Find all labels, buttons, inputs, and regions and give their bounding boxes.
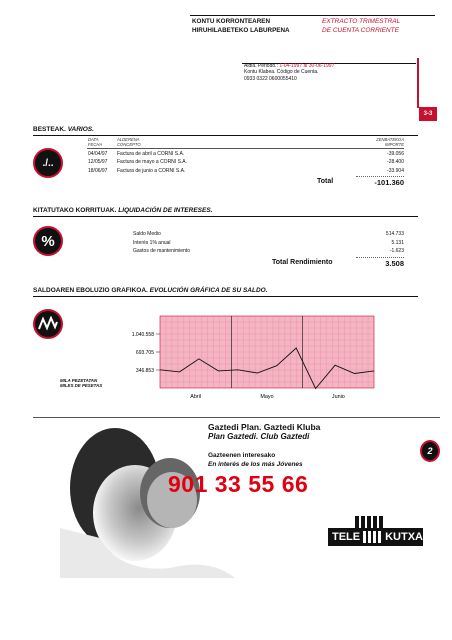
table-row <box>88 150 404 158</box>
telekutxa-logo <box>328 528 423 546</box>
promo-line2: En interés de los más Jóvenes <box>208 461 303 468</box>
row-concept: Factura de abril a CORNI S.A. <box>117 151 185 157</box>
section-title-italic: LIQUIDACIÓN DE INTERESES. <box>118 207 213 214</box>
account-code-label: Kontu Klabea. Código de Cuenta. <box>244 69 319 76</box>
table-row <box>88 158 404 166</box>
col-amount-eu: ZENBATEKOA <box>376 137 404 142</box>
row-value: 514.733 <box>385 231 404 237</box>
promo-photo <box>60 418 240 578</box>
logo-grid-icon <box>363 531 382 543</box>
x-tick-label: Mayo <box>260 394 274 400</box>
section-rule <box>33 216 418 217</box>
chart-unit-eu: MILA PEZETATAN <box>60 378 98 383</box>
x-tick-label: Junio <box>331 394 345 400</box>
col-concept-es: CONCEPTO <box>117 141 141 147</box>
y-tick-label: 693.705 <box>135 349 154 356</box>
header-rule <box>190 15 435 16</box>
table-row <box>133 230 404 239</box>
col-amount-header <box>360 138 404 148</box>
promo-phone[interactable]: 901 33 55 66 <box>168 471 309 497</box>
interest-total-label: Total Rendimiento <box>272 259 333 266</box>
trend-icon <box>38 316 58 332</box>
header-left <box>192 17 290 35</box>
promo-line1: Gazteenen interesako <box>208 452 276 459</box>
table-row <box>88 167 404 175</box>
balance-chart <box>100 312 385 412</box>
row-label: Gastos de mantenimiento <box>133 248 190 255</box>
charges-icon <box>33 148 63 178</box>
promo-subtitle: Plan Gaztedi. Club Gaztedi <box>208 432 310 441</box>
y-tick-label: 346.853 <box>135 367 154 374</box>
chart-unit-label <box>60 378 102 388</box>
account-info <box>244 63 334 82</box>
chart-icon <box>33 309 63 339</box>
section-title-italic: VARIOS. <box>67 126 94 133</box>
logo-left-text: TELE <box>332 531 361 543</box>
page-badge: 3-3 <box>419 107 437 121</box>
row-label: Interés 1% anual <box>133 239 171 246</box>
period-value: 1-04-1997 al 30-06-1997 <box>279 63 335 69</box>
charges-icon-glyph: ./.. <box>42 157 54 169</box>
section-rule <box>33 296 418 297</box>
header-right <box>322 17 400 35</box>
period-label: Aldia. Periodo.: <box>244 63 278 69</box>
section-rule <box>33 135 418 136</box>
section-title-chart <box>33 287 268 294</box>
section-title-italic: EVOLUCIÓN GRÁFICA DE SU SALDO. <box>149 287 268 294</box>
header-left-line1: KONTU KORRONTEAREN <box>192 18 271 25</box>
col-date-eu: DATA <box>88 137 99 142</box>
table-row <box>133 239 404 248</box>
header-right-line1: EXTRACTO TRIMESTRAL <box>322 18 401 25</box>
total-dotted-rule <box>356 257 404 258</box>
promo-title: Gaztedi Plan. Gaztedi Kluba <box>208 422 321 432</box>
section-title-interest <box>33 207 212 214</box>
header-right-line2: DE CUENTA CORRIENTE <box>322 27 399 34</box>
header-left-line2: HIRUHILABETEKO LABURPENA <box>192 27 290 34</box>
section-title-bold: SALDOAREN EBOLUZIO GRAFIKOA. <box>33 287 148 294</box>
col-date-es: FECHA <box>88 141 103 147</box>
chart-unit-es: MILES DE PESETAS <box>60 383 103 388</box>
promo-badge: 2 <box>420 440 440 462</box>
y-tick-label: 1.040.558 <box>131 331 154 338</box>
row-date: 04/04/97 <box>88 151 108 157</box>
row-amount: -28.400 <box>387 159 404 166</box>
row-value: 5.131 <box>391 239 404 246</box>
row-date: 18/06/97 <box>88 167 108 174</box>
table-row <box>133 247 404 256</box>
row-value: -1.623 <box>389 248 404 255</box>
interest-table <box>133 230 404 256</box>
logo-right-text: KUTXA <box>385 531 423 543</box>
logo-top-grid-icon <box>355 516 383 528</box>
row-concept: Factura de junio a CORNI S.A. <box>117 167 186 174</box>
total-dotted-rule <box>356 176 404 177</box>
col-amount-es: IMPORTE <box>384 141 404 147</box>
account-number: 0933 0322 0600055410 <box>244 75 297 82</box>
row-amount: -33.904 <box>387 167 404 174</box>
row-date: 12/05/97 <box>88 159 108 166</box>
percent-icon-glyph: % <box>41 232 55 250</box>
x-tick-label: Abril <box>190 394 202 400</box>
section-title-bold: BESTEAK. <box>33 126 66 133</box>
section-title-bold: KITATUTAKO KORRITUAK. <box>33 207 117 214</box>
charges-total-value: -101.360 <box>374 178 404 187</box>
percent-icon <box>33 226 63 256</box>
section-title-charges <box>33 126 94 133</box>
interest-total-value: 3.508 <box>385 259 404 268</box>
col-concept-eu: ALDERENA <box>117 137 140 142</box>
charges-total-label: Total <box>317 178 334 185</box>
charges-table <box>88 150 404 175</box>
table-rule <box>87 148 404 149</box>
accent-bar <box>417 58 419 108</box>
col-date-header <box>88 138 102 148</box>
row-amount: -39.056 <box>387 151 404 157</box>
row-label: Saldo Medio <box>133 231 161 237</box>
col-concept-header <box>117 138 141 148</box>
row-concept: Factura de mayo a CORNI S.A. <box>117 159 188 166</box>
